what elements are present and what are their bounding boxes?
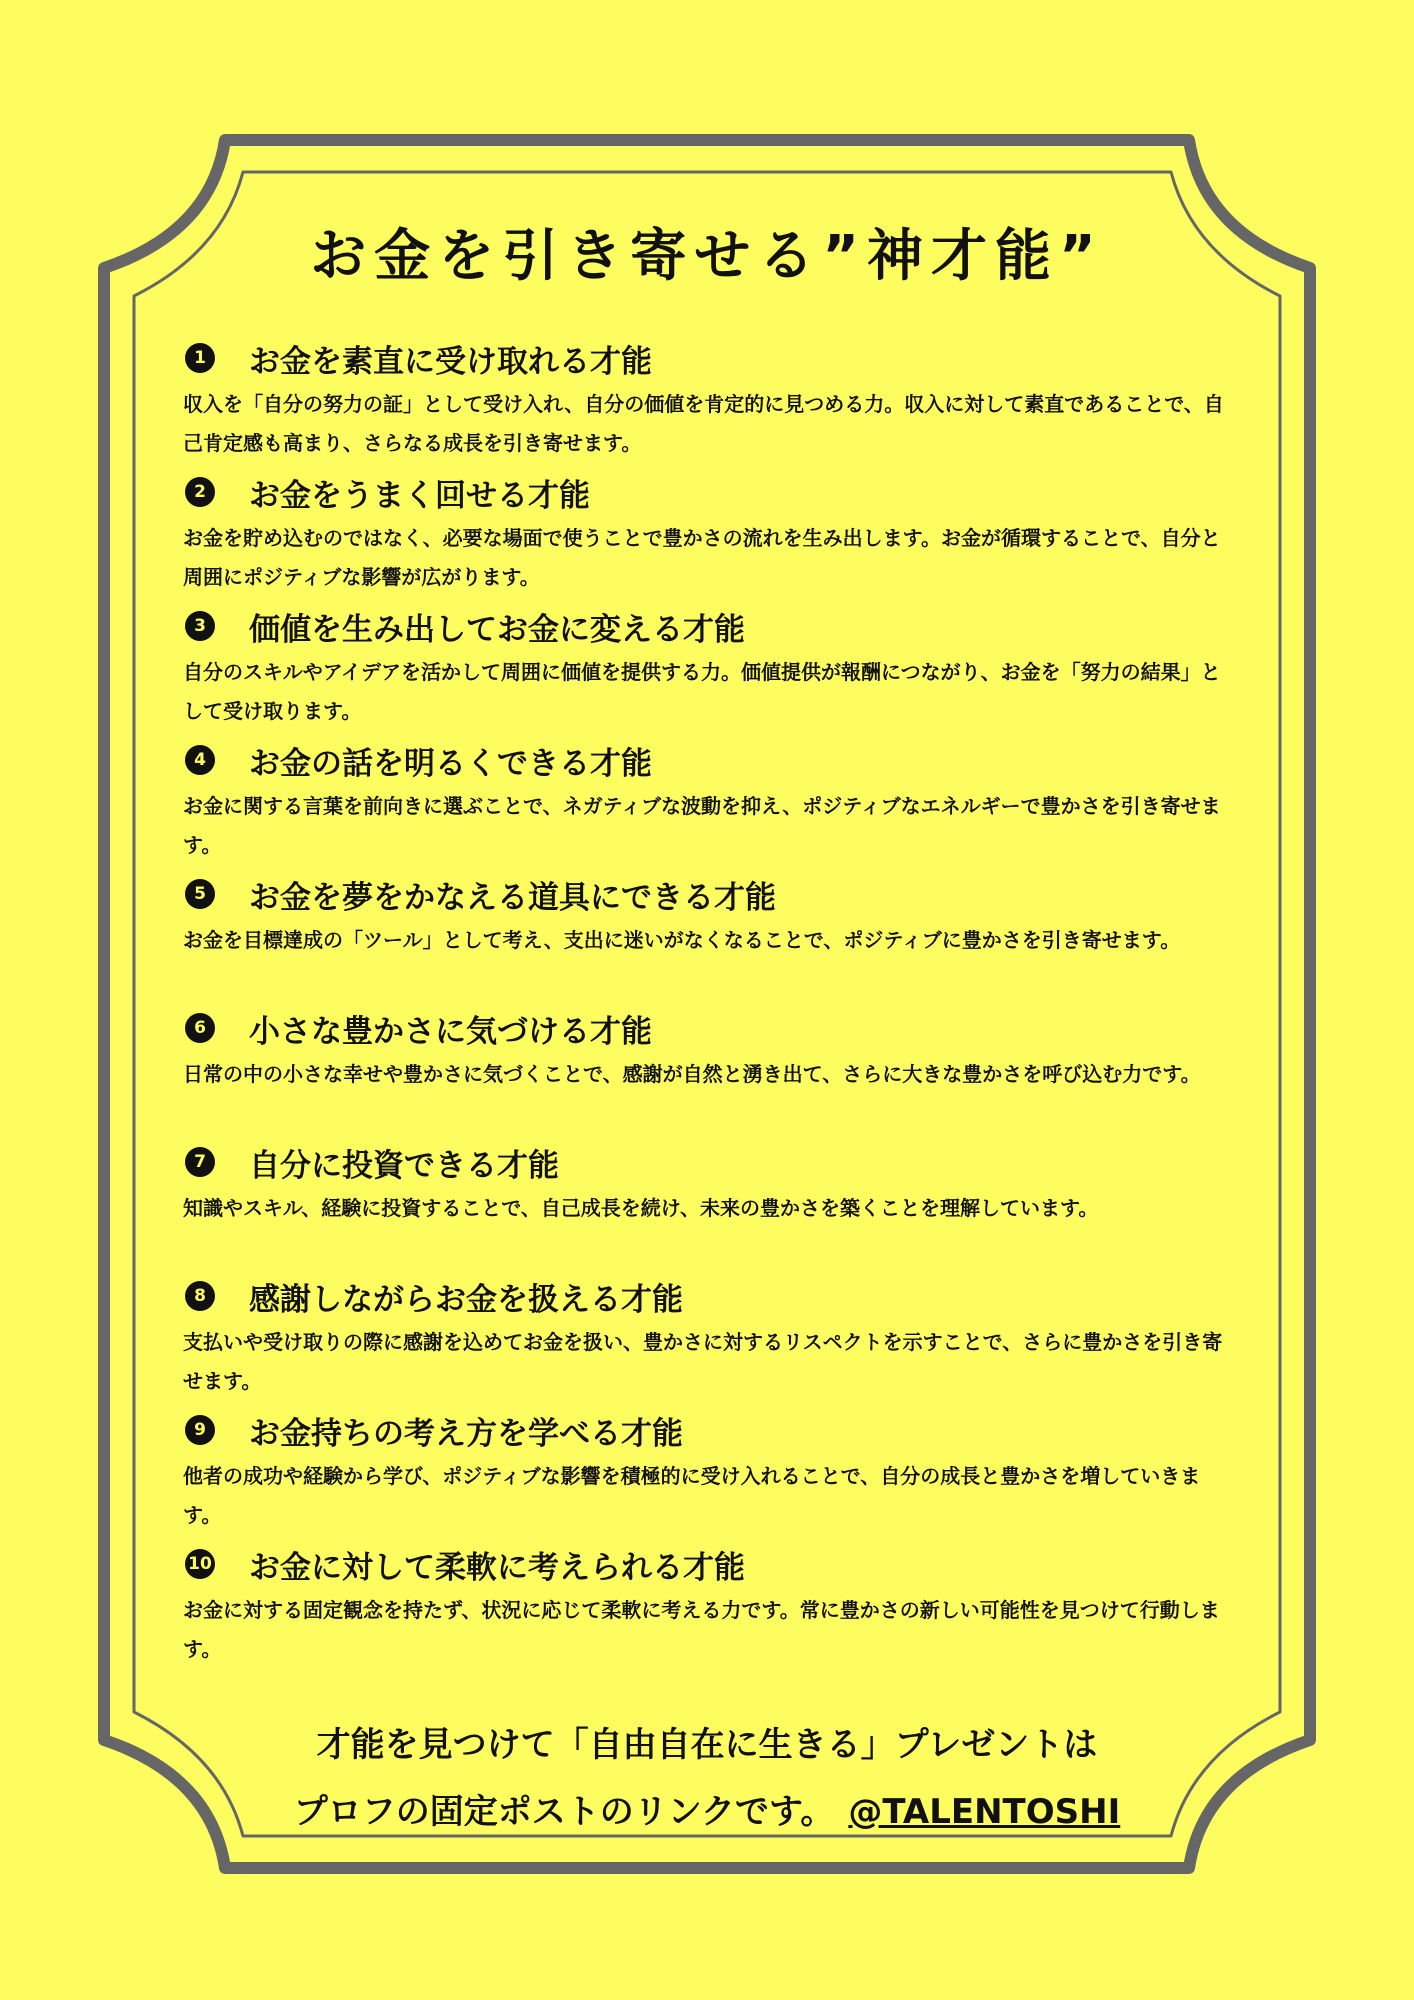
account-handle-link[interactable]: @TALENTOSHI — [848, 1792, 1121, 1832]
list-item — [183, 1541, 1233, 1675]
item-title: 自分に投資できる才能 — [249, 1147, 559, 1184]
item-description: お金を貯め込むのではなく、必要な場面で使うことで豊かさの流れを生み出します。お金が循環することで、自分と周囲にポジティブな影響が広がります。 — [183, 526, 1221, 589]
number-badge: 8 — [185, 1281, 215, 1311]
item-description: お金を目標達成の「ツール」として考え、支出に迷いがなくなることで、ポジティブに豊かさを引き寄せます。 — [183, 928, 1181, 952]
number-badge: 4 — [185, 745, 215, 775]
list-item — [183, 603, 1233, 737]
page-title: お金を引き寄せる”神才能” — [310, 224, 1104, 289]
item-title: 小さな豊かさに気づける才能 — [249, 1013, 652, 1050]
item-description: 収入を「自分の努力の証」として受け入れ、自分の価値を肯定的に見つめる力。収入に対して素直であることで、自己肯定感も高まり、さらなる成長を引き寄せます。 — [183, 392, 1224, 455]
item-title: お金をうまく回せる才能 — [249, 477, 590, 514]
number-badge: 7 — [185, 1147, 215, 1177]
item-title: お金に対して柔軟に考えられる才能 — [249, 1549, 745, 1586]
item-description: 日常の中の小さな幸せや豊かさに気づくことで、感謝が自然と湧き出て、さらに大きな豊かさを呼び込む力です。 — [183, 1062, 1201, 1086]
list-item — [183, 1273, 1233, 1407]
list-item — [183, 871, 1233, 1005]
item-description: 他者の成功や経験から学び、ポジティブな影響を積極的に受け入れることで、自分の成長と豊かさを増していきます。 — [183, 1464, 1201, 1527]
item-description: お金に対する固定観念を持たず、状況に応じて柔軟に考える力です。常に豊かさの新しい可能性を見つけて行動します。 — [183, 1598, 1220, 1661]
item-title: 感謝しながらお金を扱える才能 — [249, 1281, 683, 1318]
number-badge: 6 — [185, 1013, 215, 1043]
item-title: お金持ちの考え方を学べる才能 — [249, 1415, 683, 1452]
cta-line-1: 才能を見つけて「自由自在に生きる」プレゼントは — [316, 1725, 1098, 1765]
number-badge: 1 — [185, 343, 215, 373]
list-item — [183, 1005, 1233, 1139]
number-badge: 10 — [185, 1549, 215, 1579]
item-description: 支払いや受け取りの際に感謝を込めてお金を扱い、豊かさに対するリスペクトを示すことで、さらに豊かさを引き寄せます。 — [183, 1330, 1223, 1393]
item-title: 価値を生み出してお金に変える才能 — [249, 611, 745, 648]
item-title: お金を夢をかなえる道具にできる才能 — [249, 879, 776, 916]
number-badge: 3 — [185, 611, 215, 641]
list-item — [183, 737, 1233, 871]
list-item — [183, 1407, 1233, 1541]
item-title: お金の話を明るくできる才能 — [249, 745, 652, 782]
number-badge: 2 — [185, 477, 215, 507]
call-to-action — [0, 1712, 1414, 1846]
list-item — [183, 469, 1233, 603]
list-item — [183, 335, 1233, 469]
cta-line-2-text: プロフの固定ポストのリンクです。 — [293, 1792, 835, 1832]
cta-line-2 — [0, 1779, 1414, 1846]
list-item — [183, 1139, 1233, 1273]
number-badge: 5 — [185, 879, 215, 909]
item-description: 知識やスキル、経験に投資することで、自己成長を続け、未来の豊かさを築くことを理解しています。 — [183, 1196, 1099, 1220]
item-description: 自分のスキルやアイデアを活かして周囲に価値を提供する力。価値提供が報酬につながり、お金を「努力の結果」として受け取ります。 — [183, 660, 1221, 723]
number-badge: 9 — [185, 1415, 215, 1445]
talent-list — [183, 335, 1233, 1675]
item-title: お金を素直に受け取れる才能 — [249, 343, 652, 380]
item-description: お金に関する言葉を前向きに選ぶことで、ネガティブな波動を抑え、ポジティブなエネルギーで豊かさを引き寄せます。 — [183, 794, 1221, 857]
